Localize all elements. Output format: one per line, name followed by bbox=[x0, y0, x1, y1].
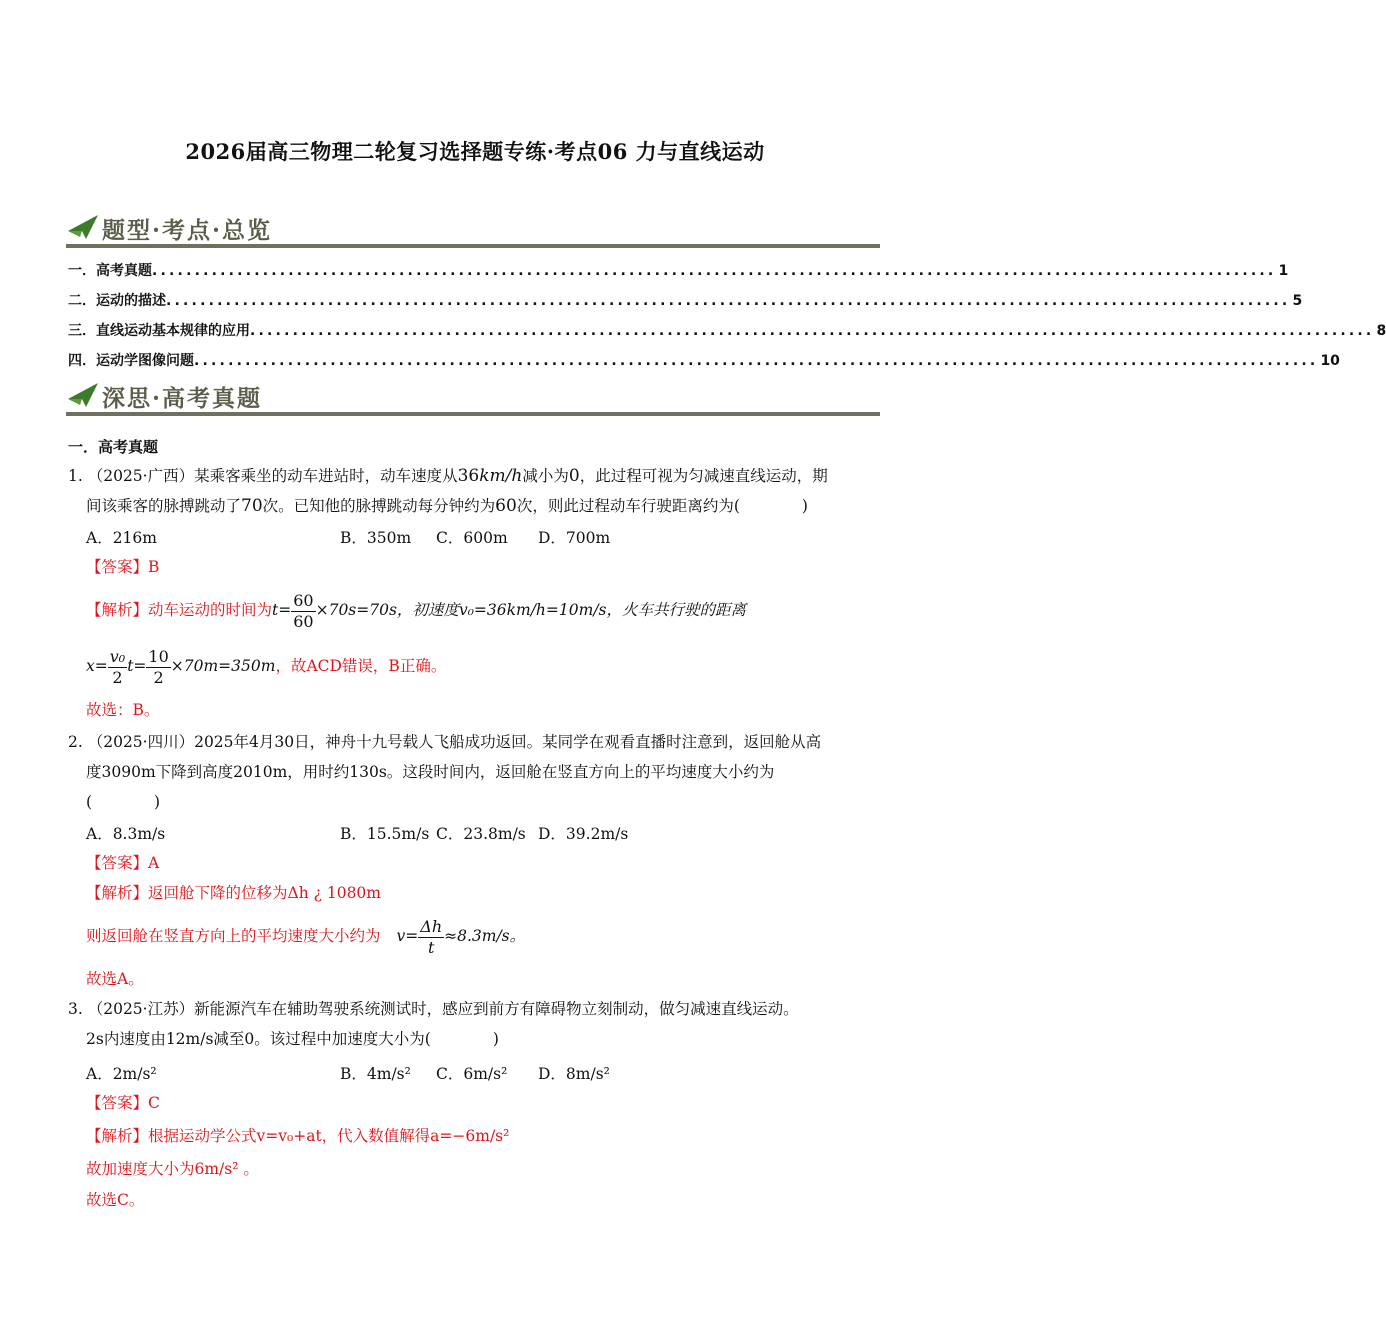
analysis-2-line2: 则返回舱在竖直方向上的平均速度大小约为 v= $\frac{\Delta h}{t}$ ≈8.3m/s。 bbox=[86, 916, 526, 957]
answer-1: 【答案】B bbox=[86, 558, 160, 576]
q1-value: 60 bbox=[495, 496, 517, 516]
option-a[interactable]: A．8.3m/s bbox=[86, 825, 166, 843]
analysis-text: 则返回舱在竖直方向上的平均速度大小约为 bbox=[86, 927, 381, 945]
option-a[interactable]: A．216m bbox=[86, 529, 157, 547]
question-2-stem-cont: 度3090m下降到高度2010m，用时约130s。这段时间内，返回舱在竖直方向上的平均速度大小约为 bbox=[86, 763, 775, 781]
q1-value: 36 bbox=[457, 466, 480, 486]
q1-text: ，此过程可视为匀减速直线运动，期 bbox=[579, 467, 828, 485]
q1-unit: km/h bbox=[479, 466, 523, 486]
option-b[interactable]: B．4m/s² bbox=[340, 1065, 411, 1083]
toc-item[interactable] bbox=[68, 350, 1340, 370]
frac-num: 10 bbox=[148, 646, 169, 666]
frac-den: 60 bbox=[293, 611, 314, 631]
option-c[interactable]: C．600m bbox=[436, 529, 508, 547]
toc-item[interactable] bbox=[68, 290, 1303, 310]
fraction bbox=[146, 647, 170, 688]
banner-divider bbox=[66, 244, 880, 248]
frac-num: 60 bbox=[293, 590, 314, 610]
question-2-options bbox=[86, 822, 786, 844]
toc-page: 1 bbox=[1278, 263, 1289, 279]
fraction bbox=[418, 917, 444, 958]
answer-2: 【答案】A bbox=[86, 854, 160, 872]
option-d[interactable]: D．700m bbox=[538, 529, 611, 547]
analysis-1-line2: x= $\frac{\text{v₀}}{2}$ t= $\frac{10}{2}$ ×70m=350m，故ACD错误，B正确。 bbox=[86, 646, 447, 687]
question-1-options bbox=[86, 526, 786, 548]
question-1-stem-cont bbox=[86, 496, 902, 516]
analysis-text: 【解析】动车运动的时间为 bbox=[86, 601, 273, 619]
toc-leader: .................................................................................................................................... bbox=[250, 323, 1375, 339]
frac-num: v₀ bbox=[109, 646, 126, 666]
question-1-stem bbox=[68, 466, 884, 486]
q1-text: 次。已知他的脉搏跳动每分钟约为 bbox=[262, 497, 496, 515]
analysis-text: ，故ACD错误，B正确。 bbox=[275, 657, 447, 675]
analysis-1-line1: 【解析】动车运动的时间为t= $\frac{60}{60}$ ×70s=70s，初速度v₀=36km/h=10m/s，火车共行驶的距离 bbox=[86, 590, 746, 631]
analysis-3-line2: 故加速度大小为6m/s² 。 bbox=[86, 1160, 259, 1178]
choose-3: 故选C。 bbox=[86, 1191, 145, 1209]
question-3-options bbox=[86, 1062, 786, 1084]
toc-leader: .................................................................................................................................... bbox=[194, 353, 1319, 369]
paper-plane-icon bbox=[66, 213, 100, 241]
analysis-math: ×70m=350m bbox=[170, 657, 276, 675]
analysis-3-line1: 【解析】根据运动学公式v=v₀+at，代入数值解得a=−6m/s² bbox=[86, 1127, 510, 1145]
banner-title: 深思·高考真题 bbox=[102, 385, 263, 412]
q1-text: 减小为 bbox=[522, 467, 569, 485]
analysis-2-line1: 【解析】返回舱下降的位移为Δh ¿ 1080m bbox=[86, 884, 381, 902]
fraction bbox=[108, 647, 127, 688]
q1-value: 0 bbox=[568, 466, 580, 486]
option-a[interactable]: A．2m/s² bbox=[86, 1065, 157, 1083]
frac-den: 2 bbox=[153, 667, 164, 687]
choose-2: 故选A。 bbox=[86, 970, 144, 988]
answer-3: 【答案】C bbox=[86, 1094, 160, 1112]
question-3-stem: 3. （2025·江苏）新能源汽车在辅助驾驶系统测试时，感应到前方有障碍物立刻制动，做匀减速直线运动。 bbox=[68, 1000, 799, 1018]
toc-leader: .................................................................................................................................... bbox=[152, 263, 1277, 279]
question-2-stem: 2. （2025·四川）2025年4月30日，神舟十九号载人飞船成功返回。某同学在观看直播时注意到，返回舱从高 bbox=[68, 733, 822, 751]
frac-den: 2 bbox=[112, 667, 123, 687]
toc-page: 8 bbox=[1376, 323, 1386, 339]
q1-text: 次，则此过程动车行驶距离约为( ) bbox=[516, 497, 808, 515]
section-banner-exam bbox=[66, 378, 880, 416]
toc-label: 四．运动学图像问题 bbox=[68, 353, 194, 369]
option-b[interactable]: B．350m bbox=[340, 529, 412, 547]
choose-1: 故选：B。 bbox=[86, 701, 160, 719]
document-title: 2026届高三物理二轮复习选择题专练·考点06 力与直线运动 bbox=[185, 139, 765, 164]
q1-text: 间该乘客的脉搏跳动了 bbox=[86, 497, 242, 515]
option-d[interactable]: D．8m/s² bbox=[538, 1065, 610, 1083]
banner-title: 题型·考点·总览 bbox=[102, 217, 273, 244]
toc-item[interactable] bbox=[68, 260, 1289, 280]
option-b[interactable]: B．15.5m/s bbox=[340, 825, 430, 843]
option-c[interactable]: C．23.8m/s bbox=[436, 825, 526, 843]
toc-item[interactable] bbox=[68, 320, 1386, 340]
question-2-stem-paren: ( ) bbox=[86, 793, 161, 811]
toc-label: 三．直线运动基本规律的应用 bbox=[68, 323, 250, 339]
toc-page: 5 bbox=[1292, 293, 1303, 309]
toc-label: 一．高考真题 bbox=[68, 263, 152, 279]
option-c[interactable]: C．6m/s² bbox=[436, 1065, 508, 1083]
fraction bbox=[291, 591, 315, 632]
toc-leader: .................................................................................................................................... bbox=[166, 293, 1291, 309]
q1-text: 1. （2025·广西）某乘客乘坐的动车进站时，动车速度从 bbox=[68, 467, 458, 485]
analysis-math: v₀=36km/h=10m/s，火车共行驶的距离 bbox=[458, 601, 746, 619]
paper-plane-icon bbox=[66, 381, 100, 409]
toc-page: 10 bbox=[1320, 353, 1340, 369]
question-3-stem-cont: 2s内速度由12m/s减至0。该过程中加速度大小为( ) bbox=[86, 1030, 499, 1048]
section-banner-overview bbox=[66, 210, 880, 248]
analysis-math: ×70s=70s，初速度 bbox=[315, 601, 459, 619]
q1-value: 70 bbox=[241, 496, 263, 516]
banner-divider bbox=[66, 412, 880, 416]
frac-num: Δh bbox=[420, 916, 443, 936]
section-heading: 一．高考真题 bbox=[68, 438, 159, 456]
table-of-contents bbox=[68, 258, 1386, 370]
option-d[interactable]: D．39.2m/s bbox=[538, 825, 629, 843]
frac-den: t bbox=[427, 937, 435, 957]
toc-label: 二．运动的描述 bbox=[68, 293, 166, 309]
analysis-math: ≈8.3m/s。 bbox=[444, 927, 526, 945]
